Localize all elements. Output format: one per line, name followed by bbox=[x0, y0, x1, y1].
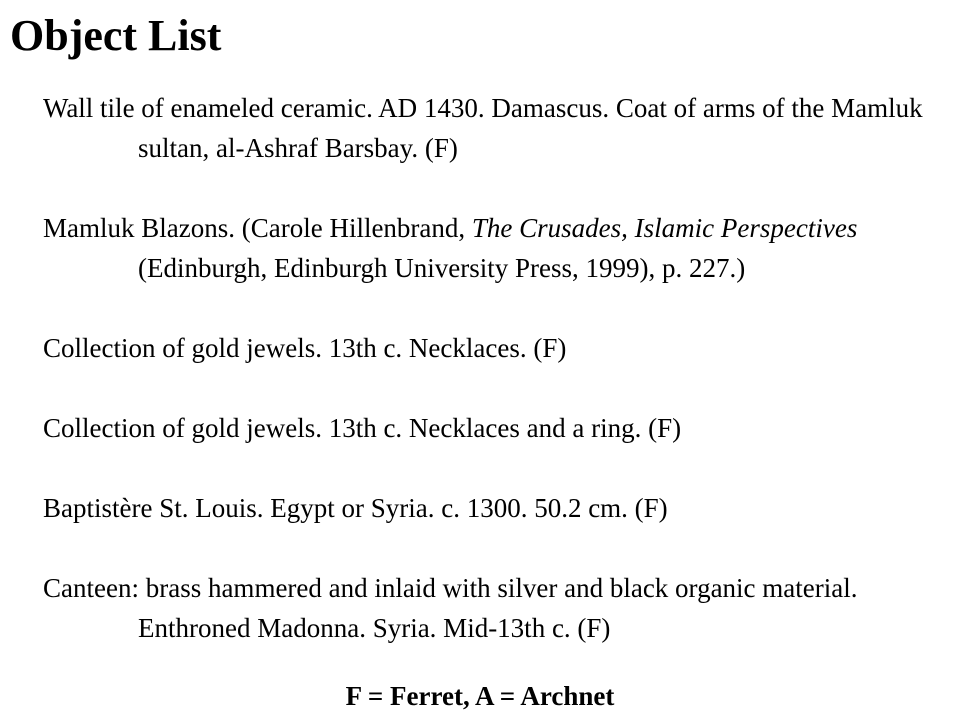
entry-text: Collection of gold jewels. 13th c. Necklaces. (F) bbox=[43, 333, 567, 363]
list-item bbox=[43, 328, 943, 368]
object-list bbox=[43, 88, 943, 688]
page-title: Object List bbox=[10, 11, 222, 60]
list-item bbox=[43, 408, 943, 448]
entry-text: Collection of gold jewels. 13th c. Necklaces and a ring. (F) bbox=[43, 413, 682, 443]
entry-text: Mamluk Blazons. (Carole Hillenbrand, bbox=[43, 213, 472, 243]
entry-text: Canteen: brass hammered and inlaid with silver and black organic material. Enthroned Madonna. Syria. Mid-13th c. (F) bbox=[43, 573, 858, 643]
source-legend: F = Ferret, A = Archnet bbox=[345, 681, 615, 711]
list-item bbox=[43, 568, 943, 648]
list-item bbox=[43, 88, 943, 168]
entry-text: Wall tile of enameled ceramic. AD 1430. Damascus. Coat of arms of the Mamluk sultan, al-Ashraf Barsbay. (F) bbox=[43, 93, 923, 163]
list-item bbox=[43, 488, 943, 528]
entry-text: (Edinburgh, Edinburgh University Press, 1999), p. 227.) bbox=[138, 253, 746, 283]
list-item bbox=[43, 208, 943, 288]
entry-book-title: The Crusades, Islamic Perspectives bbox=[471, 213, 858, 243]
entry-text: Baptistère St. Louis. Egypt or Syria. c. 1300. 50.2 cm. (F) bbox=[43, 493, 668, 523]
